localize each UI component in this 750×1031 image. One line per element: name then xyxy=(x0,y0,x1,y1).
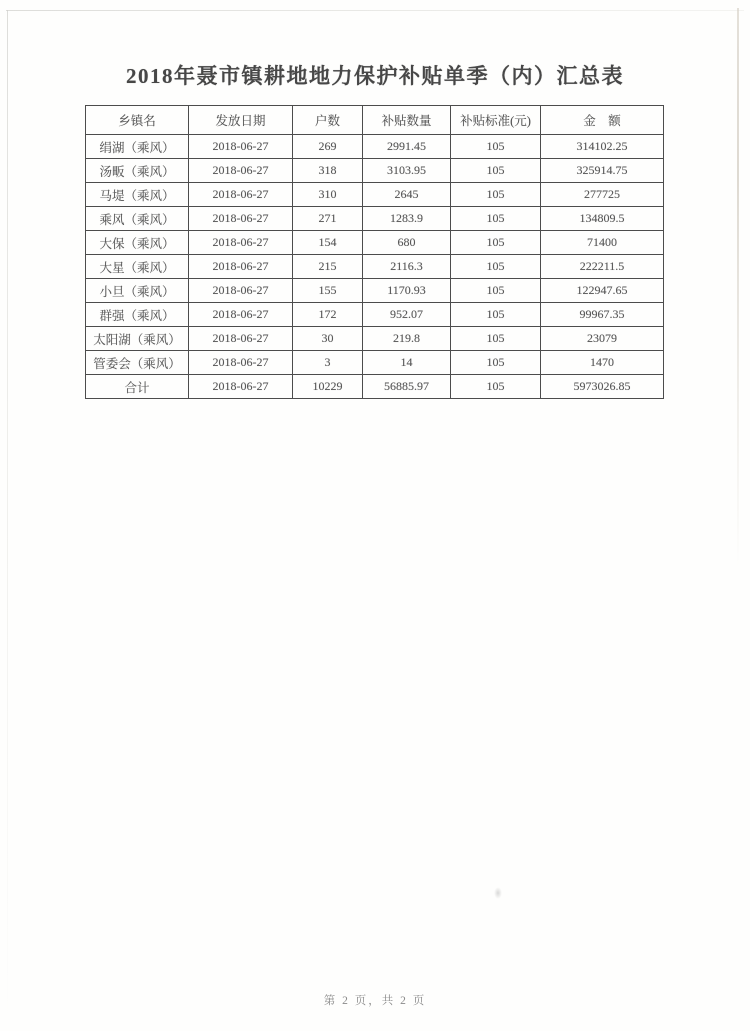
table-cell: 23079 xyxy=(541,327,664,351)
table-cell: 2018-06-27 xyxy=(189,159,293,183)
table-cell: 1283.9 xyxy=(363,207,451,231)
page-title: 2018年聂市镇耕地地力保护补贴单季（内）汇总表 xyxy=(126,64,624,88)
table-row xyxy=(86,135,664,159)
table-row xyxy=(86,231,664,255)
table-cell: 105 xyxy=(451,255,541,279)
column-header: 发放日期 xyxy=(189,106,293,135)
table-row xyxy=(86,159,664,183)
township-name-cell: 合计 xyxy=(86,375,189,399)
table-row-total xyxy=(86,375,664,399)
table-cell: 10229 xyxy=(293,375,363,399)
page-number: 第 2 页，共 2 页 xyxy=(323,995,427,1007)
township-name-cell: 绢湖（乘风） xyxy=(86,135,189,159)
township-name-cell: 小旦（乘风） xyxy=(86,279,189,303)
table-cell: 105 xyxy=(451,207,541,231)
table-cell: 105 xyxy=(451,135,541,159)
township-name-cell: 管委会（乘风） xyxy=(86,351,189,375)
township-name-cell: 乘风（乘风） xyxy=(86,207,189,231)
table-cell: 1470 xyxy=(541,351,664,375)
table-cell: 215 xyxy=(293,255,363,279)
table-cell: 105 xyxy=(451,327,541,351)
table-cell: 14 xyxy=(363,351,451,375)
table-cell: 30 xyxy=(293,327,363,351)
table-cell: 318 xyxy=(293,159,363,183)
township-name-cell: 汤畈（乘风） xyxy=(86,159,189,183)
table-cell: 2018-06-27 xyxy=(189,231,293,255)
table-cell: 2018-06-27 xyxy=(189,327,293,351)
scan-smudge-artifact xyxy=(494,887,502,899)
table-cell: 269 xyxy=(293,135,363,159)
table-row xyxy=(86,255,664,279)
table-cell: 155 xyxy=(293,279,363,303)
table-cell: 1170.93 xyxy=(363,279,451,303)
summary-table-body xyxy=(86,135,664,399)
township-name-cell: 大保（乘风） xyxy=(86,231,189,255)
table-row xyxy=(86,207,664,231)
table-cell: 271 xyxy=(293,207,363,231)
township-name-cell: 大星（乘风） xyxy=(86,255,189,279)
table-row xyxy=(86,279,664,303)
table-header-row xyxy=(86,106,664,135)
table-cell: 314102.25 xyxy=(541,135,664,159)
column-header: 补贴标准(元) xyxy=(451,106,541,135)
table-row xyxy=(86,327,664,351)
scan-edge-right xyxy=(737,8,739,568)
table-cell: 134809.5 xyxy=(541,207,664,231)
table-cell: 2018-06-27 xyxy=(189,351,293,375)
township-name-cell: 太阳湖（乘风） xyxy=(86,327,189,351)
subsidy-summary-table xyxy=(85,105,664,399)
table-cell: 3103.95 xyxy=(363,159,451,183)
table-cell: 2645 xyxy=(363,183,451,207)
table-row xyxy=(86,183,664,207)
table-cell: 56885.97 xyxy=(363,375,451,399)
column-header: 金 额 xyxy=(541,106,664,135)
scan-edge-left xyxy=(7,10,8,1025)
table-cell: 5973026.85 xyxy=(541,375,664,399)
table-cell: 310 xyxy=(293,183,363,207)
table-cell: 99967.35 xyxy=(541,303,664,327)
township-name-cell: 群强（乘风） xyxy=(86,303,189,327)
table-cell: 105 xyxy=(451,279,541,303)
table-cell: 2018-06-27 xyxy=(189,375,293,399)
table-cell: 325914.75 xyxy=(541,159,664,183)
table-cell: 952.07 xyxy=(363,303,451,327)
table-cell: 105 xyxy=(451,375,541,399)
table-cell: 2991.45 xyxy=(363,135,451,159)
table-cell: 2116.3 xyxy=(363,255,451,279)
table-cell: 2018-06-27 xyxy=(189,135,293,159)
table-cell: 2018-06-27 xyxy=(189,207,293,231)
table-cell: 2018-06-27 xyxy=(189,255,293,279)
table-cell: 222211.5 xyxy=(541,255,664,279)
table-cell: 2018-06-27 xyxy=(189,303,293,327)
table-cell: 219.8 xyxy=(363,327,451,351)
table-row xyxy=(86,303,664,327)
column-header: 补贴数量 xyxy=(363,106,451,135)
table-cell: 105 xyxy=(451,183,541,207)
table-cell: 3 xyxy=(293,351,363,375)
table-cell: 105 xyxy=(451,231,541,255)
column-header: 户数 xyxy=(293,106,363,135)
table-cell: 2018-06-27 xyxy=(189,183,293,207)
table-cell: 2018-06-27 xyxy=(189,279,293,303)
table-cell: 71400 xyxy=(541,231,664,255)
table-cell: 105 xyxy=(451,159,541,183)
scan-edge-top xyxy=(6,10,744,11)
table-cell: 680 xyxy=(363,231,451,255)
table-cell: 277725 xyxy=(541,183,664,207)
township-name-cell: 马堤（乘风） xyxy=(86,183,189,207)
table-row xyxy=(86,351,664,375)
column-header: 乡镇名 xyxy=(86,106,189,135)
table-cell: 172 xyxy=(293,303,363,327)
table-cell: 122947.65 xyxy=(541,279,664,303)
table-cell: 105 xyxy=(451,351,541,375)
table-cell: 154 xyxy=(293,231,363,255)
table-cell: 105 xyxy=(451,303,541,327)
